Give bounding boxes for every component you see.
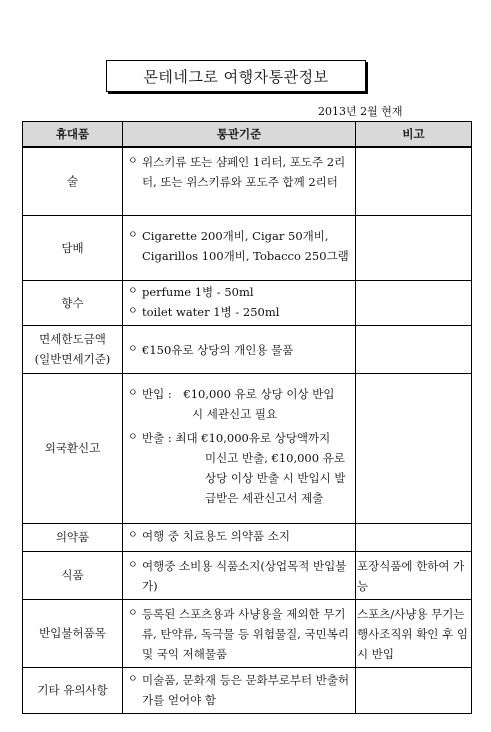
table-row-currency <box>23 373 472 523</box>
row-note <box>356 280 472 325</box>
import-line: €10,000 유로 상당 이상 반입 <box>183 386 335 401</box>
bullet-mark: ㅇ <box>128 673 138 685</box>
row-note: 스포츠/사냥용 무기는 행사조직위 확인 후 임시 반입 <box>356 599 472 667</box>
export-line: 상당 이상 반출 시 반입시 발 <box>205 470 346 485</box>
criteria-text: perfume 1병 - 50ml <box>142 284 254 299</box>
row-category: 외국환신고 <box>23 373 123 523</box>
row-criteria <box>123 551 356 599</box>
header-note: 비고 <box>356 122 472 148</box>
table-row-medicine <box>23 523 472 551</box>
page-title: 몬테네그로 여행자통관정보 <box>106 60 366 92</box>
row-criteria <box>123 599 356 667</box>
criteria-text: 등록된 스포츠용과 사냥용을 제외한 무기류, 탄약류, 독극물 등 위험물질, 국민복리 및 국익 저해물품 <box>142 606 349 661</box>
row-criteria <box>123 280 356 325</box>
row-category: 식품 <box>23 551 123 599</box>
criteria-text: 미술품, 문화재 등은 문화부로부터 반출허가를 얻어야 함 <box>142 672 350 707</box>
row-criteria <box>123 215 356 280</box>
table-row-perfume <box>23 280 472 325</box>
category-line: (일반면세기준) <box>34 352 111 366</box>
row-criteria <box>123 147 356 215</box>
row-criteria <box>123 523 356 551</box>
table-row-alcohol <box>23 147 472 215</box>
row-note <box>356 147 472 215</box>
table-row-prohibited <box>23 599 472 667</box>
bullet-mark: ㅇ <box>128 559 138 571</box>
row-note <box>356 215 472 280</box>
row-category: 담배 <box>23 215 123 280</box>
export-line: 급받은 세관신고서 제출 <box>205 490 324 505</box>
table-header-row <box>23 122 472 148</box>
table-row-duty-free <box>23 325 472 373</box>
customs-table <box>22 121 472 714</box>
bullet-mark: ㅇ <box>128 156 138 167</box>
export-line: 미신고 반출, €10,000 유로 <box>205 450 345 465</box>
export-label: 반출 : <box>142 430 172 445</box>
row-category: 향수 <box>23 280 123 325</box>
row-note: 포장식품에 한하여 가능 <box>356 551 472 599</box>
row-criteria <box>123 325 356 373</box>
criteria-text: 여행 중 치료용도 의약품 소지 <box>142 529 290 543</box>
row-note <box>356 325 472 373</box>
criteria-text: 위스키류 또는 샴페인 1리터, 포도주 2리터, 또는 위스키류와 포도주 합께 2리터 <box>142 155 346 189</box>
header-item: 휴대품 <box>23 122 123 148</box>
export-line: 최대 €10,000유로 상당액까지 <box>175 430 331 445</box>
row-note <box>356 523 472 551</box>
bullet-mark: ㅇ <box>128 285 138 297</box>
bullet-mark: ㅇ <box>128 387 138 399</box>
criteria-text: toilet water 1병 - 250ml <box>142 304 280 319</box>
row-category: 반입불허품목 <box>23 599 123 667</box>
row-note <box>356 667 472 713</box>
row-category: 술 <box>23 147 123 215</box>
table-row-other <box>23 667 472 713</box>
row-criteria <box>123 667 356 713</box>
row-category: 기타 유의사항 <box>23 667 123 713</box>
criteria-text: €150유로 상당의 개인용 물품 <box>142 342 294 357</box>
import-line: 시 세관신고 필요 <box>192 406 278 421</box>
row-note <box>356 373 472 523</box>
import-label: 반입 : <box>142 386 172 401</box>
bullet-mark: ㅇ <box>128 305 138 317</box>
table-row-tobacco <box>23 215 472 280</box>
category-line: 면세한도금액 <box>39 332 106 346</box>
bullet-mark: ㅇ <box>128 607 138 619</box>
row-category: 의약품 <box>23 523 123 551</box>
criteria-text: Cigarette 200개비, Cigar 50개비, Cigarillos 100개비, Tobacco 250그램 <box>142 228 349 263</box>
table-row-food <box>23 551 472 599</box>
bullet-mark: ㅇ <box>128 343 138 355</box>
bullet-mark: ㅇ <box>128 431 138 443</box>
bullet-mark: ㅇ <box>128 229 138 241</box>
criteria-text: 여행중 소비용 식품소지(상업목적 반입불가) <box>142 558 347 593</box>
bullet-mark: ㅇ <box>128 530 138 541</box>
date-note: 2013년 2월 현재 <box>318 105 403 118</box>
header-criteria: 통관기준 <box>123 122 356 148</box>
row-category <box>23 325 123 373</box>
row-criteria <box>123 373 356 523</box>
